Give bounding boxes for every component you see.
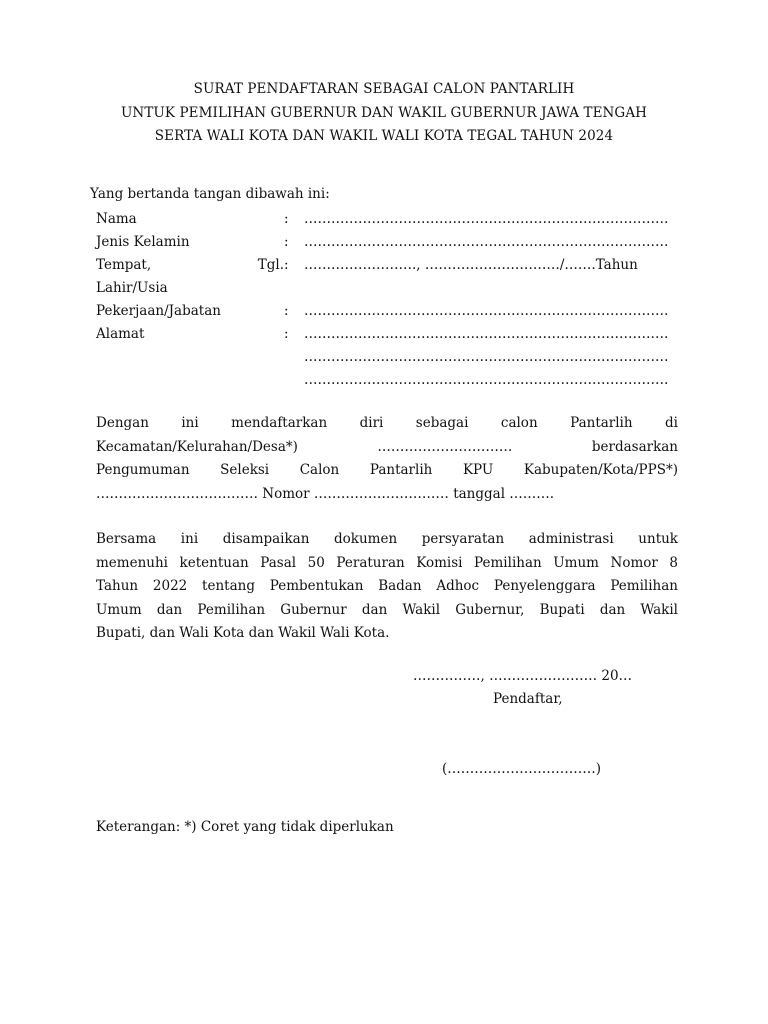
- document-title: [0, 78, 768, 149]
- field-row-alamat: [90, 323, 680, 346]
- intro-text: Yang bertanda tangan dibawah ini:: [90, 186, 330, 202]
- field-label-lahir-usia: Lahir/Usia: [96, 280, 168, 296]
- title-line-3: SERTA WALI KOTA DAN WAKIL WALI KOTA TEGAL TAHUN 2024: [154, 128, 614, 144]
- signer-role: Pendaftar,: [493, 691, 563, 707]
- paragraph-line: Umum dan Pemilihan Gubernur dan Wakil Gubernur, Bupati dan Wakil: [96, 601, 678, 618]
- field-row-jenis-kelamin: [90, 231, 680, 254]
- field-label-ttl: [90, 254, 284, 277]
- paragraph-line: ……………………………… Nomor ………………………… tanggal ……….: [96, 485, 555, 502]
- title-line-1: SURAT PENDAFTARAN SEBAGAI CALON PANTARLIH: [193, 81, 575, 97]
- field-value-pekerjaan[interactable]: ………………………………………………………………………: [304, 303, 669, 319]
- field-colon: :: [284, 211, 289, 227]
- field-row-lahir: [90, 277, 680, 300]
- field-value-alamat-1[interactable]: ………………………………………………………………………: [304, 326, 669, 342]
- field-label-tempat: Tempat,: [96, 257, 152, 273]
- registration-paragraph: [96, 412, 678, 506]
- field-row-ttl: [90, 254, 680, 277]
- paragraph-line: memenuhi ketentuan Pasal 50 Peraturan Komisi Pemilihan Umum Nomor 8: [96, 554, 678, 571]
- field-row-alamat-3: [90, 369, 680, 392]
- paragraph-line: Pengumuman Seleksi Calon Pantarlih KPU Kabupaten/Kota/PPS*): [96, 462, 678, 478]
- paragraph-line: Kecamatan/Kelurahan/Desa*) ………………………… berdasarkan: [96, 438, 678, 455]
- field-row-alamat-2: [90, 346, 680, 369]
- signature-date-line[interactable]: ……………, …………………… 20…: [413, 668, 633, 684]
- field-value-alamat-2[interactable]: ………………………………………………………………………: [304, 349, 669, 365]
- field-value-jenis-kelamin[interactable]: ………………………………………………………………………: [304, 234, 669, 250]
- identity-fields: [90, 208, 680, 392]
- field-value-alamat-3[interactable]: ………………………………………………………………………: [304, 372, 669, 388]
- field-colon: :: [284, 257, 289, 273]
- title-line-2: UNTUK PEMILIHAN GUBERNUR DAN WAKIL GUBERNUR JAWA TENGAH: [120, 104, 648, 121]
- field-label-jenis-kelamin: Jenis Kelamin: [96, 234, 190, 250]
- paragraph-line: Tahun 2022 tentang Pembentukan Badan Adhoc Penyelenggara Pemilihan: [96, 578, 678, 594]
- field-colon: :: [284, 234, 289, 250]
- field-colon: :: [284, 326, 289, 342]
- field-row-nama: [90, 208, 680, 231]
- paragraph-line: Dengan ini mendaftarkan diri sebagai calon Pantarlih di: [96, 415, 678, 431]
- field-label-nama: Nama: [96, 211, 137, 227]
- field-label-alamat: Alamat: [96, 326, 145, 342]
- field-colon: :: [284, 303, 289, 319]
- signer-name-field[interactable]: (……………………………): [442, 761, 602, 777]
- field-label-pekerjaan: Pekerjaan/Jabatan: [96, 303, 221, 319]
- field-row-pekerjaan: [90, 300, 680, 323]
- field-value-nama[interactable]: ………………………………………………………………………: [304, 211, 669, 227]
- field-value-ttl[interactable]: ……………………., …………………………/…….Tahun: [304, 257, 638, 273]
- footnote: Keterangan: *) Coret yang tidak diperlukan: [96, 819, 394, 835]
- field-label-tgl: Tgl.: [257, 257, 284, 273]
- paragraph-line: Bupati, dan Wali Kota dan Wakil Wali Kota.: [96, 625, 390, 641]
- paragraph-line: Bersama ini disampaikan dokumen persyaratan administrasi untuk: [96, 531, 678, 547]
- documents-paragraph: [96, 528, 678, 646]
